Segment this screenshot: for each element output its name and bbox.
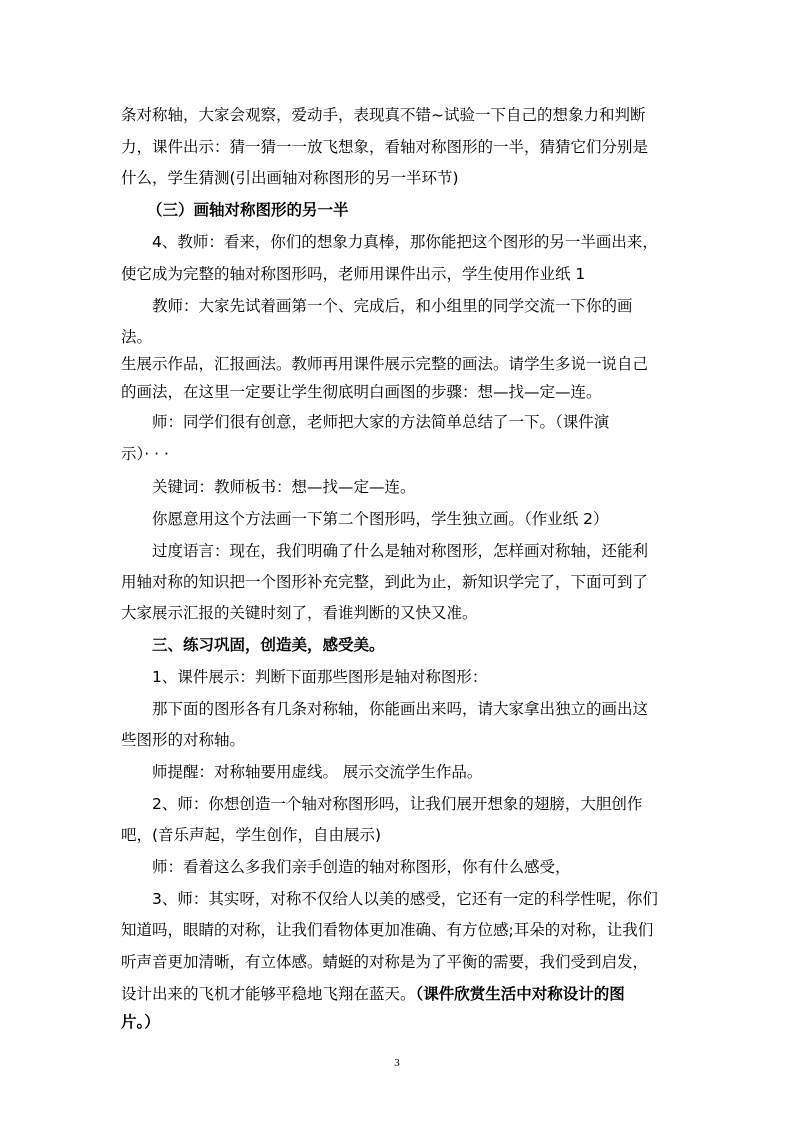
text-line-3: 什么，学生猜测(引出画轴对称图形的另一半环节) <box>121 169 459 187</box>
text-line-11: 师：同学们很有创意，老师把大家的方法简单总结了一下。（课件演 <box>152 413 610 431</box>
text-line-29 <box>121 982 625 1004</box>
text-line-15: 过度语言：现在，我们明确了什么是轴对称图形，怎样画对称轴，还能利 <box>152 542 649 560</box>
text-line-24: 吧，(音乐声起，学生创作，自由展示) <box>121 826 382 844</box>
text-line-25: 师：看着这么多我们亲手创造的轴对称图形，你有什么感受， <box>152 858 571 876</box>
text-line-6: 使它成为完整的轴对称图形吗，老师用课件出示，学生使用作业纸 1 <box>121 265 586 283</box>
text-line-17: 大家展示汇报的关键时刻了，看谁判断的又快又准。 <box>121 604 478 622</box>
text-line-29-bold: （课件欣赏生活中对称设计的图 <box>415 985 625 1003</box>
text-line-12: 示）· · · <box>121 445 169 463</box>
text-line-14: 你愿意用这个方法画一下第二个图形吗，学生独立画。（作业纸 2） <box>152 510 609 528</box>
section-heading-practice: 三、练习巩固，创造美，感受美。 <box>152 636 385 654</box>
text-line-26: 3、师：其实呀，对称不仅给人以美的感受，它还有一定的科学性呢，你们 <box>152 890 658 908</box>
text-line-7: 教师：大家先试着画第一个、完成后，和小组里的同学交流一下你的画 <box>152 297 633 315</box>
text-line-8: 法。 <box>121 328 153 346</box>
text-line-22: 师提醒：对称轴要用虚线。 展示交流学生作品。 <box>152 763 483 781</box>
text-line-21: 些图形的对称轴。 <box>121 731 246 749</box>
section-heading-3: （三）画轴对称图形的另一半 <box>147 201 349 219</box>
page-number: 3 <box>394 1057 400 1069</box>
text-line-9: 生展示作品，汇报画法。教师再用课件展示完整的画法。请学生多说一说自己 <box>121 355 649 373</box>
text-line-2: 力，课件出示：猜一猜一一放飞想象，看轴对称图形的一半，猜猜它们分别是 <box>121 138 649 156</box>
text-line-20: 那下面的图形各有几条对称轴，你能画出来吗，请大家拿出独立的画出这 <box>152 700 649 718</box>
text-line-29-normal: 设计出来的飞机才能够平稳地飞翔在蓝天。 <box>121 985 416 1003</box>
text-line-19: 1、课件展示：判断下面那些图形是轴对称图形： <box>152 668 488 686</box>
text-line-1: 条对称轴，大家会观察，爱动手，表现真不错~试验一下自己的想象力和判断 <box>121 106 646 124</box>
text-line-23: 2、师：你想创造一个轴对称图形吗，让我们展开想象的翅膀，大胆创作 <box>152 795 643 813</box>
text-line-5: 4、教师：看来，你们的想象力真棒，那你能把这个图形的另一半画出来， <box>152 233 658 251</box>
text-line-16: 用轴对称的知识把一个图形补充完整，到此为止，新知识学完了，下面可到了 <box>121 573 649 591</box>
text-line-28: 听声音更加清晰，有立体感。蜻蜓的对称是为了平衡的需要，我们受到启发， <box>121 953 649 971</box>
text-line-13: 关键词：教师板书：想—找—定—连。 <box>152 478 416 496</box>
text-line-27: 知道吗，眼睛的对称，让我们看物体更加准确、有方位感;耳朵的对称，让我们 <box>121 921 654 939</box>
text-line-10: 的画法，在这里一定要让学生彻底明白画图的步骤：想—找—定—连。 <box>121 383 602 401</box>
text-line-30: 片。） <box>121 1013 160 1031</box>
